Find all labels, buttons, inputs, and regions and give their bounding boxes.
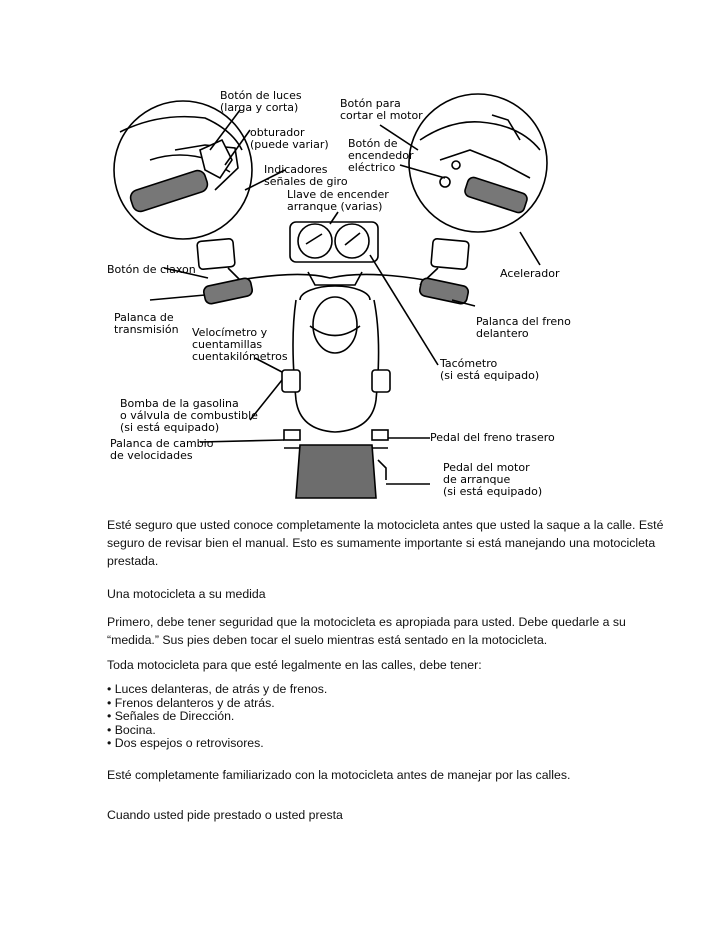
right-grip-detail-circle <box>409 94 547 232</box>
label-headlight-button: Botón de luces (larga y corta) <box>220 89 302 114</box>
label-gear-shift: Palanca de cambio de velocidades <box>110 437 214 462</box>
list-item: • Frenos delanteros y de atrás. <box>107 695 275 710</box>
intro-line-1: Esté seguro que usted conoce completamente la motocicleta antes que usted la saque a la calle. Esté <box>107 518 664 532</box>
label-speedometer: Velocímetro y cuentamillas cuentakilómetros <box>192 326 288 363</box>
familiarity-paragraph: Esté completamente familiarizado con la motocicleta antes de manejar por las calles. <box>107 768 571 782</box>
section-heading: Una motocicleta a su medida <box>107 587 266 601</box>
label-kick-starter: Pedal del motor de arranque (si está equipado) <box>443 461 543 498</box>
list-item: • Señales de Dirección. <box>107 709 235 724</box>
list-item: • Luces delanteras, de atrás y de frenos. <box>107 682 328 696</box>
label-electric-start: Botón de encendedor eléctrico <box>348 137 414 174</box>
label-front-brake: Palanca del freno delantero <box>476 315 571 340</box>
intro-line-3: prestada. <box>107 554 159 568</box>
requirements-intro: Toda motocicleta para que esté legalmente en las calles, debe tener: <box>107 658 482 672</box>
borrow-paragraph: Cuando usted pide prestado o usted presta <box>107 808 343 822</box>
label-rear-brake-pedal: Pedal del freno trasero <box>430 431 555 444</box>
label-clutch-lever: Palanca de transmisión <box>114 311 179 336</box>
fit-paragraph <box>107 613 667 649</box>
label-horn-button: Botón de claxon <box>107 263 196 276</box>
list-item: • Dos espejos o retrovisores. <box>107 736 264 751</box>
label-tachometer: Tacómetro (si está equipado) <box>440 357 540 382</box>
fit-line-1: Primero, debe tener seguridad que la motocicleta es apropiada para usted. Debe quedarle a su <box>107 615 626 629</box>
intro-paragraph <box>107 516 667 570</box>
label-choke: obturador (puede variar) <box>250 126 329 151</box>
label-engine-cutoff: Botón para cortar el motor <box>340 97 423 122</box>
fit-line-2: “medida.” Sus pies deben tocar el suelo mientras está sentado en la motocicleta. <box>107 633 548 647</box>
label-turn-signals: Indicadores señales de giro <box>264 163 348 188</box>
intro-line-2: seguro de revisar bien el manual. Esto es sumamente importante si está manejando una motocicleta <box>107 536 656 550</box>
requirements-list <box>107 683 667 751</box>
label-throttle: Acelerador <box>500 267 560 280</box>
list-item: • Bocina. <box>107 722 156 737</box>
label-fuel-valve: Bomba de la gasolina o válvula de combustible (si está equipado) <box>120 397 258 434</box>
label-ignition-key: Llave de encender arranque (varias) <box>287 188 389 213</box>
